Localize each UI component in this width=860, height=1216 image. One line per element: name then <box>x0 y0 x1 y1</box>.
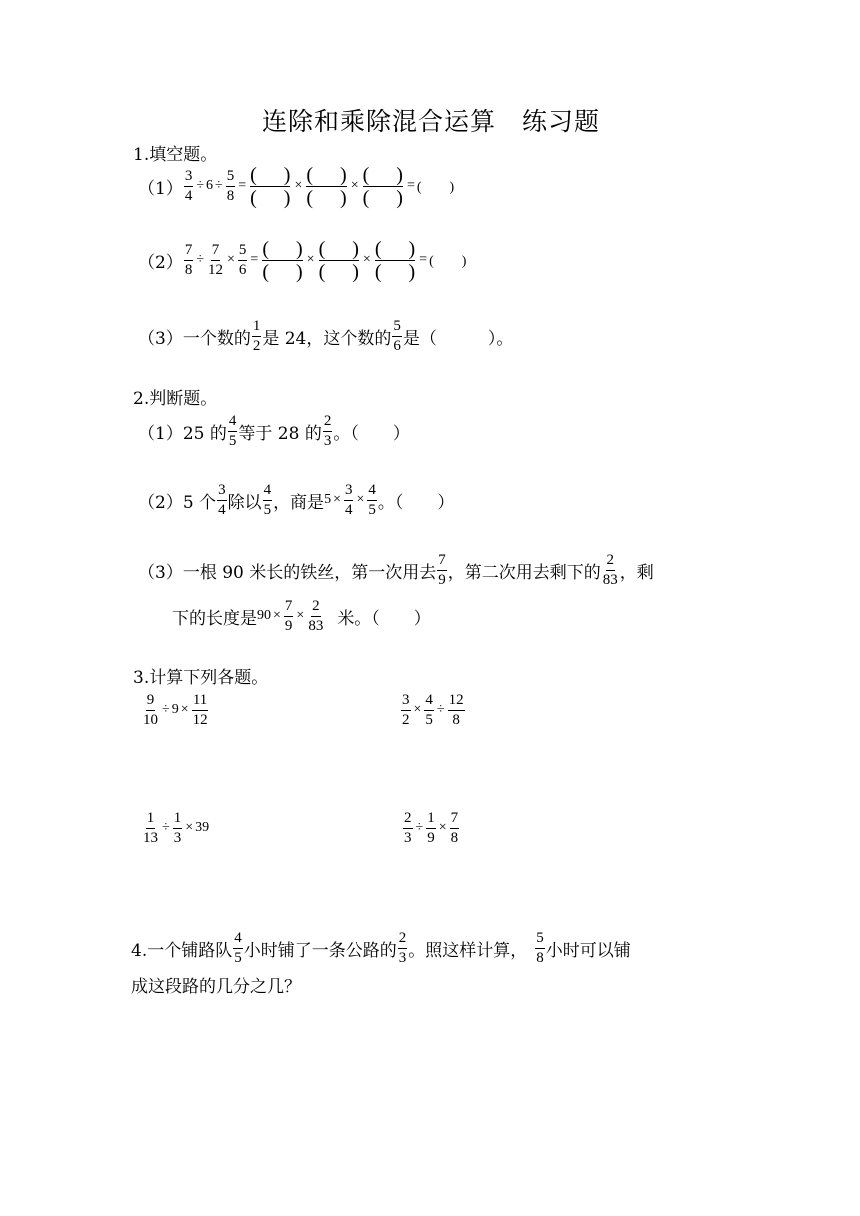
question-text: 米。（ ） <box>337 608 431 629</box>
fraction <box>392 319 402 354</box>
question-text: 25 的 <box>182 423 227 444</box>
numerator: 3 <box>217 483 227 501</box>
number: 5 <box>324 492 332 507</box>
numerator: 4 <box>367 483 377 501</box>
numerator: 1 <box>426 811 436 829</box>
fraction <box>401 693 411 728</box>
times-sign: × <box>227 252 235 267</box>
times-sign: × <box>306 252 315 267</box>
times-sign: × <box>333 492 341 507</box>
numerator: 4 <box>228 414 238 432</box>
fraction <box>344 483 354 518</box>
blank-fraction[interactable]: ( ) ( ) <box>318 237 359 283</box>
denominator: 5 <box>234 949 242 966</box>
s1-question-3 <box>138 310 513 362</box>
denominator: 3 <box>404 829 412 846</box>
blank-fraction[interactable]: ( ) ( ) <box>250 163 291 209</box>
fraction <box>228 414 238 449</box>
number: 39 <box>195 820 210 835</box>
question-text: 。照这样计算， <box>408 940 528 961</box>
blank-fraction[interactable]: ( ) ( ) <box>262 237 303 283</box>
numerator: 9 <box>146 693 156 711</box>
fraction <box>323 414 333 449</box>
divide-sign: ÷ <box>162 820 170 835</box>
page-title: 连除和乘除混合运算 练习题 <box>262 107 601 136</box>
denominator: 8 <box>536 949 544 966</box>
denominator: 4 <box>344 501 353 518</box>
number: 6 <box>206 178 214 193</box>
numerator: 5 <box>392 319 402 337</box>
denominator: 2 <box>252 337 261 354</box>
fraction <box>192 693 209 728</box>
times-sign: × <box>296 608 305 623</box>
number: 90 <box>257 608 271 623</box>
fraction <box>448 693 465 728</box>
question-text: 除以 <box>227 492 262 513</box>
fraction <box>233 931 243 966</box>
divide-sign: ÷ <box>162 702 170 717</box>
answer-blank[interactable]: ( ) <box>416 180 455 195</box>
numerator: 1 <box>146 811 156 829</box>
numerator: 7 <box>284 599 294 617</box>
s3-problem-1 <box>141 684 210 736</box>
number: 9 <box>171 702 179 717</box>
fraction <box>184 243 194 278</box>
denominator: 12 <box>192 711 208 728</box>
numerator: 2 <box>403 811 413 829</box>
numerator: 1 <box>173 811 183 829</box>
question-label: （1） <box>138 423 183 444</box>
divide-sign: ÷ <box>215 178 223 193</box>
question-text: 。（ ） <box>333 423 410 444</box>
denominator: 8 <box>184 261 193 278</box>
fraction <box>284 599 294 634</box>
s3-problem-2 <box>400 684 466 736</box>
numerator: 3 <box>184 169 194 187</box>
section-4-question <box>131 922 631 974</box>
question-text: ，剩 <box>619 562 654 583</box>
denominator: 9 <box>284 617 293 634</box>
times-sign: × <box>294 178 303 193</box>
answer-blank[interactable]: ( ) <box>429 254 467 269</box>
fraction <box>450 811 460 846</box>
times-sign: × <box>273 608 281 623</box>
question-label: （1） <box>138 178 183 199</box>
question-text: 小时铺了一条公路的 <box>243 940 397 961</box>
times-sign: × <box>438 820 447 835</box>
numerator: 4 <box>424 693 434 711</box>
question-label: （3） <box>138 328 183 349</box>
denominator: 3 <box>173 829 182 846</box>
fraction <box>184 169 194 204</box>
question-text: 等于 28 的 <box>238 423 322 444</box>
divide-sign: ÷ <box>196 178 205 193</box>
fraction <box>207 243 224 278</box>
question-label: （3） <box>138 562 183 583</box>
blank-fraction[interactable]: ( ) ( ) <box>306 163 347 209</box>
fraction <box>367 483 377 518</box>
times-sign: × <box>356 492 365 507</box>
equals-sign: = <box>419 252 428 267</box>
numerator: 7 <box>450 811 460 829</box>
fraction <box>307 599 324 634</box>
s2-question-3 <box>138 544 654 596</box>
section-4-question-continued: 成这段路的几分之几？ <box>131 977 301 997</box>
s1-question-2 <box>138 234 466 286</box>
question-text: 是（ ）。 <box>402 328 514 349</box>
denominator: 9 <box>427 829 435 846</box>
fraction <box>173 811 183 846</box>
s1-question-1 <box>138 160 454 212</box>
fraction <box>142 811 159 846</box>
denominator: 4 <box>218 501 226 518</box>
numerator: 5 <box>535 931 545 949</box>
denominator: 8 <box>450 829 459 846</box>
numerator: 2 <box>398 931 408 949</box>
numerator: 12 <box>448 693 465 711</box>
numerator: 1 <box>252 319 262 337</box>
denominator: 13 <box>143 829 158 846</box>
denominator: 4 <box>184 187 193 204</box>
fraction <box>398 931 408 966</box>
numerator: 2 <box>606 553 616 571</box>
denominator: 3 <box>323 432 332 449</box>
section-3-heading: 3.计算下列各题。 <box>133 668 269 688</box>
fraction <box>238 243 248 278</box>
denominator: 12 <box>208 261 224 278</box>
numerator: 2 <box>323 414 333 432</box>
denominator: 5 <box>368 501 376 518</box>
question-text: 4.一个铺路队 <box>131 940 233 961</box>
fraction <box>263 483 273 518</box>
equals-sign: = <box>250 252 259 267</box>
denominator: 5 <box>263 501 272 518</box>
denominator: 8 <box>452 711 460 728</box>
s2-question-2 <box>138 474 454 526</box>
section-1-heading: 1.填空题。 <box>133 145 218 165</box>
fraction <box>602 553 619 588</box>
blank-fraction[interactable]: ( ) ( ) <box>374 237 416 283</box>
s2-question-1 <box>138 405 410 457</box>
numerator: 5 <box>226 169 236 187</box>
numerator: 4 <box>233 931 243 949</box>
numerator: 4 <box>263 483 273 501</box>
question-text: 5 个 <box>182 492 217 513</box>
equals-sign: = <box>238 178 247 193</box>
question-label: （2） <box>138 252 183 273</box>
fraction <box>535 931 545 966</box>
fraction <box>217 483 227 518</box>
numerator: 7 <box>184 243 194 261</box>
divide-sign: ÷ <box>415 820 424 835</box>
times-sign: × <box>180 702 189 717</box>
numerator: 7 <box>211 243 221 261</box>
s3-problem-4 <box>402 802 460 854</box>
question-label: （2） <box>138 492 183 513</box>
numerator: 3 <box>401 693 411 711</box>
section-2-heading: 2.判断题。 <box>133 389 218 409</box>
denominator: 83 <box>308 617 324 634</box>
times-sign: × <box>350 178 359 193</box>
fraction <box>252 319 262 354</box>
question-text: ，商是 <box>273 492 325 513</box>
question-text: 一个数的 <box>182 328 251 349</box>
fraction <box>403 811 413 846</box>
times-sign: × <box>413 702 422 717</box>
fraction <box>437 553 447 588</box>
numerator: 11 <box>192 693 208 711</box>
denominator: 9 <box>438 571 446 588</box>
question-text: 是 24，这个数的 <box>262 328 392 349</box>
numerator: 7 <box>437 553 447 571</box>
denominator: 3 <box>398 949 407 966</box>
numerator: 5 <box>238 243 248 261</box>
divide-sign: ÷ <box>436 702 445 717</box>
times-sign: × <box>185 820 194 835</box>
fraction <box>226 169 236 204</box>
fraction <box>424 693 434 728</box>
denominator: 8 <box>226 187 235 204</box>
question-text: 一根 90 米长的铁丝，第一次用去 <box>182 562 437 583</box>
s2-question-3-continued <box>172 590 431 642</box>
denominator: 10 <box>143 711 158 728</box>
divide-sign: ÷ <box>196 252 205 267</box>
numerator: 3 <box>344 483 354 501</box>
denominator: 83 <box>602 571 618 588</box>
fraction <box>426 811 436 846</box>
question-text: 下的长度是 <box>172 608 257 629</box>
times-sign: × <box>362 252 371 267</box>
denominator: 6 <box>238 261 247 278</box>
denominator: 6 <box>393 337 401 354</box>
question-text: 小时可以铺 <box>545 940 631 961</box>
question-text: ，第二次用去剩下的 <box>447 562 601 583</box>
blank-fraction[interactable]: ( ) ( ) <box>362 163 403 209</box>
denominator: 5 <box>228 432 237 449</box>
equals-sign: = <box>406 178 415 193</box>
numerator: 2 <box>311 599 321 617</box>
fraction <box>142 693 159 728</box>
denominator: 2 <box>402 711 410 728</box>
denominator: 5 <box>425 711 433 728</box>
s3-problem-3 <box>141 802 209 854</box>
question-text: 。（ ） <box>377 492 455 513</box>
